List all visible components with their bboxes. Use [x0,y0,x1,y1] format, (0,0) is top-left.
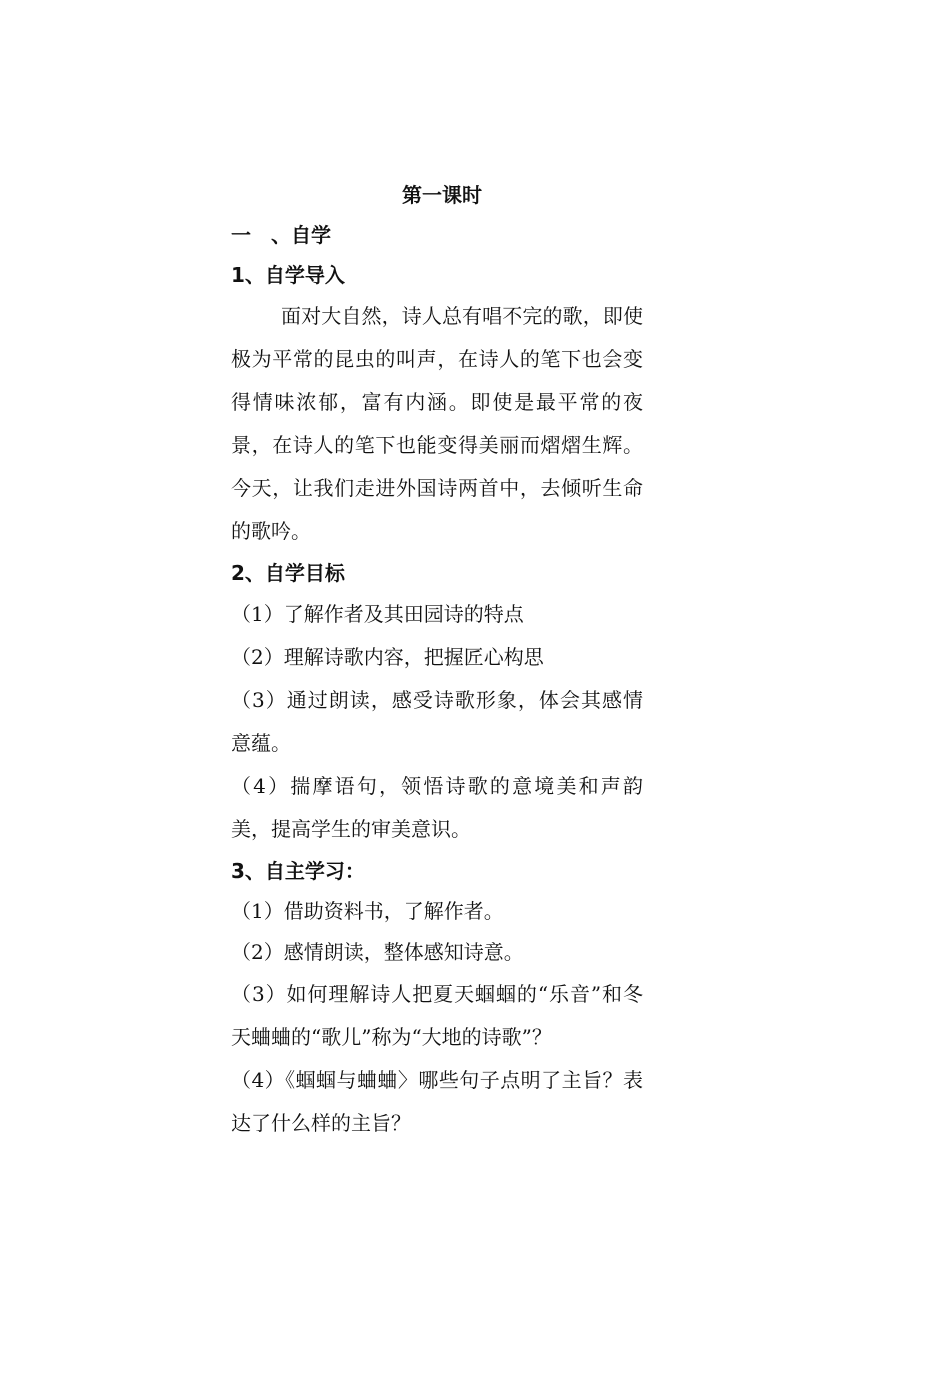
study-item-3: （3）如何理解诗人把夏天蝈蝈的“乐音”和冬天蛐蛐的“歌儿”称为“大地的诗歌”？ [231,982,643,1049]
introduction-paragraph: 面对大自然，诗人总有唱不完的歌，即使极为平常的昆虫的叫声，在诗人的笔下也会变得情味浓郁，富有内涵。即使是最平常的夜景，在诗人的笔下也能变得美丽而熠熠生辉。今天，让我们走进外国诗两首中，去倾听生命的歌吟。 [231,304,643,543]
text-column [231,175,643,1145]
heading-objectives: 2、自学目标 [231,561,345,585]
heading-introduction: 1、自学导入 [231,263,345,287]
heading-independent-study: 3、自主学习： [231,859,365,883]
objective-item-1: （1）了解作者及其田园诗的特点 [231,602,524,626]
study-item-2: （2）感情朗读，整体感知诗意。 [231,940,524,964]
study-item-1: （1）借助资料书，了解作者。 [231,899,504,923]
objective-item-4: （4）揣摩语句，领悟诗歌的意境美和声韵美，提高学生的审美意识。 [231,774,643,841]
objective-item-2: （2）理解诗歌内容，把握匠心构思 [231,645,544,669]
objective-item-3: （3）通过朗读，感受诗歌形象，体会其感情意蕴。 [231,688,643,755]
section-heading-self-study: 一 、自学 [231,223,331,247]
study-item-4: （4）《蝈蝈与蛐蛐〉哪些句子点明了主旨？表达了什么样的主旨？ [231,1068,643,1135]
page-title: 第一课时 [402,183,482,207]
